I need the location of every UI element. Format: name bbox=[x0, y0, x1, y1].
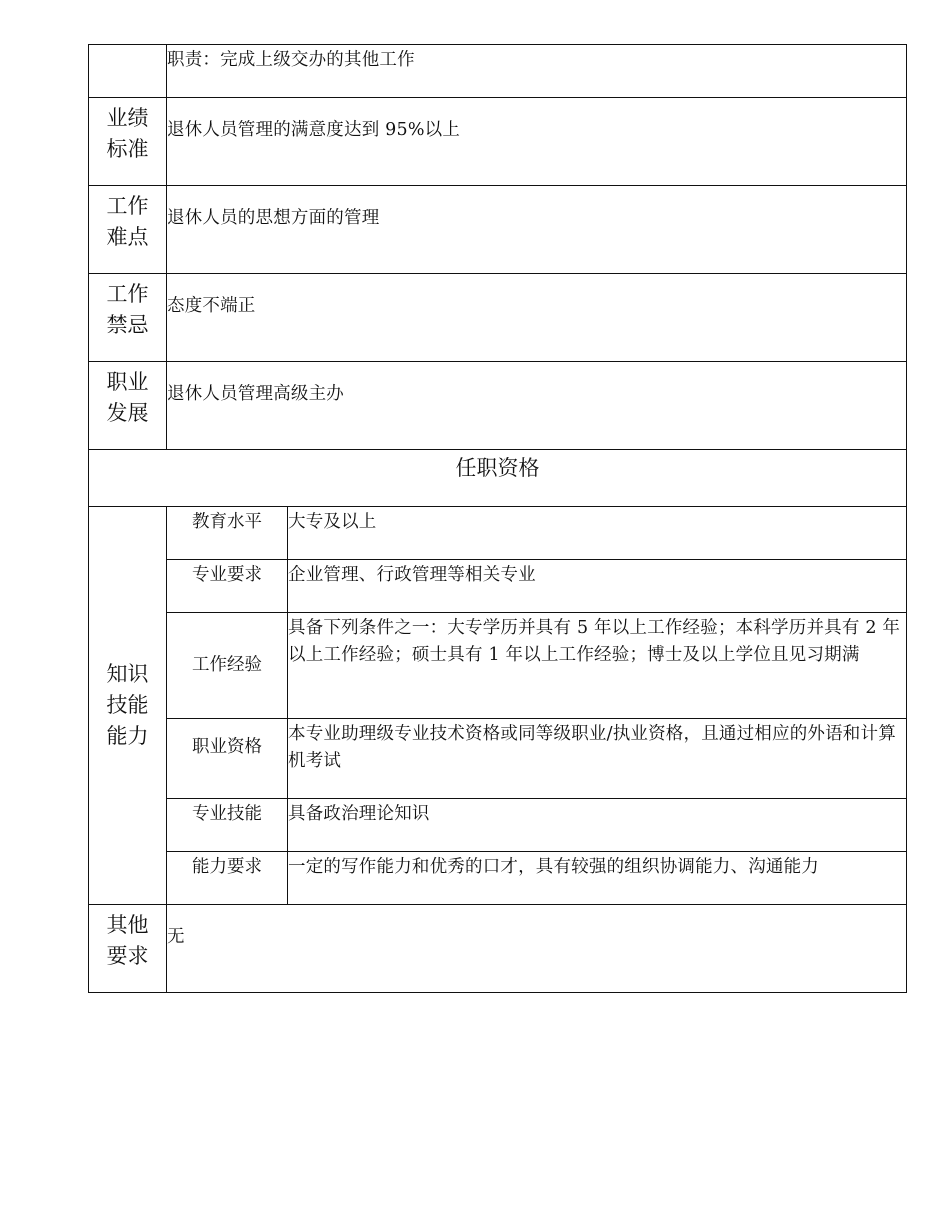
certification-label: 职业资格 bbox=[167, 719, 288, 799]
education-label: 教育水平 bbox=[167, 507, 288, 560]
ability-label: 能力要求 bbox=[167, 852, 288, 905]
major-label: 专业要求 bbox=[167, 560, 288, 613]
performance-label-line-1: 业绩 bbox=[106, 106, 149, 130]
skill-text: 具备政治理论知识 bbox=[288, 799, 907, 852]
other-label bbox=[89, 905, 167, 993]
career-label-line-1: 职业 bbox=[106, 370, 149, 394]
other-label-line-1: 其他 bbox=[106, 913, 149, 937]
ability-text: 一定的写作能力和优秀的口才，具有较强的组织协调能力、沟通能力 bbox=[288, 852, 907, 905]
experience-text: 具备下列条件之一：大专学历并具有 5 年以上工作经验；本科学历并具有 2 年以上工作经验；硕士具有 1 年以上工作经验；博士及以上学位且见习期满 bbox=[288, 613, 907, 719]
taboo-label-line-1: 工作 bbox=[106, 282, 149, 306]
other-row bbox=[89, 905, 907, 993]
knowledge-label-line-3: 能力 bbox=[106, 724, 149, 748]
taboo-label bbox=[89, 274, 167, 362]
knowledge-label bbox=[89, 507, 167, 905]
difficulty-label-line-2: 难点 bbox=[106, 225, 149, 249]
duty-text: 职责：完成上级交办的其他工作 bbox=[167, 45, 907, 98]
difficulty-label bbox=[89, 186, 167, 274]
knowledge-row bbox=[89, 560, 907, 613]
duty-row bbox=[89, 45, 907, 98]
performance-row bbox=[89, 98, 907, 186]
career-row bbox=[89, 362, 907, 450]
performance-label-line-2: 标准 bbox=[106, 137, 149, 161]
skill-label: 专业技能 bbox=[167, 799, 288, 852]
knowledge-row bbox=[89, 507, 907, 560]
other-label-line-2: 要求 bbox=[106, 944, 149, 968]
difficulty-row bbox=[89, 186, 907, 274]
difficulty-text: 退休人员的思想方面的管理 bbox=[167, 186, 907, 274]
job-description-table-page bbox=[88, 44, 906, 993]
career-text: 退休人员管理高级主办 bbox=[167, 362, 907, 450]
duty-label-cell bbox=[89, 45, 167, 98]
career-label bbox=[89, 362, 167, 450]
taboo-text: 态度不端正 bbox=[167, 274, 907, 362]
knowledge-row bbox=[89, 613, 907, 719]
knowledge-label-line-2: 技能 bbox=[106, 693, 149, 717]
career-label-line-2: 发展 bbox=[106, 401, 149, 425]
taboo-row bbox=[89, 274, 907, 362]
qualification-section-title: 任职资格 bbox=[89, 450, 907, 507]
performance-label bbox=[89, 98, 167, 186]
performance-text: 退休人员管理的满意度达到 95%以上 bbox=[167, 98, 907, 186]
experience-label: 工作经验 bbox=[167, 613, 288, 719]
knowledge-row bbox=[89, 719, 907, 799]
other-text: 无 bbox=[167, 905, 907, 993]
knowledge-row bbox=[89, 852, 907, 905]
certification-text: 本专业助理级专业技术资格或同等级职业/执业资格，且通过相应的外语和计算机考试 bbox=[288, 719, 907, 799]
major-text: 企业管理、行政管理等相关专业 bbox=[288, 560, 907, 613]
knowledge-row bbox=[89, 799, 907, 852]
knowledge-label-line-1: 知识 bbox=[106, 662, 149, 686]
job-description-table bbox=[88, 44, 907, 993]
qualification-section-row bbox=[89, 450, 907, 507]
education-text: 大专及以上 bbox=[288, 507, 907, 560]
taboo-label-line-2: 禁忌 bbox=[106, 313, 149, 337]
difficulty-label-line-1: 工作 bbox=[106, 194, 149, 218]
